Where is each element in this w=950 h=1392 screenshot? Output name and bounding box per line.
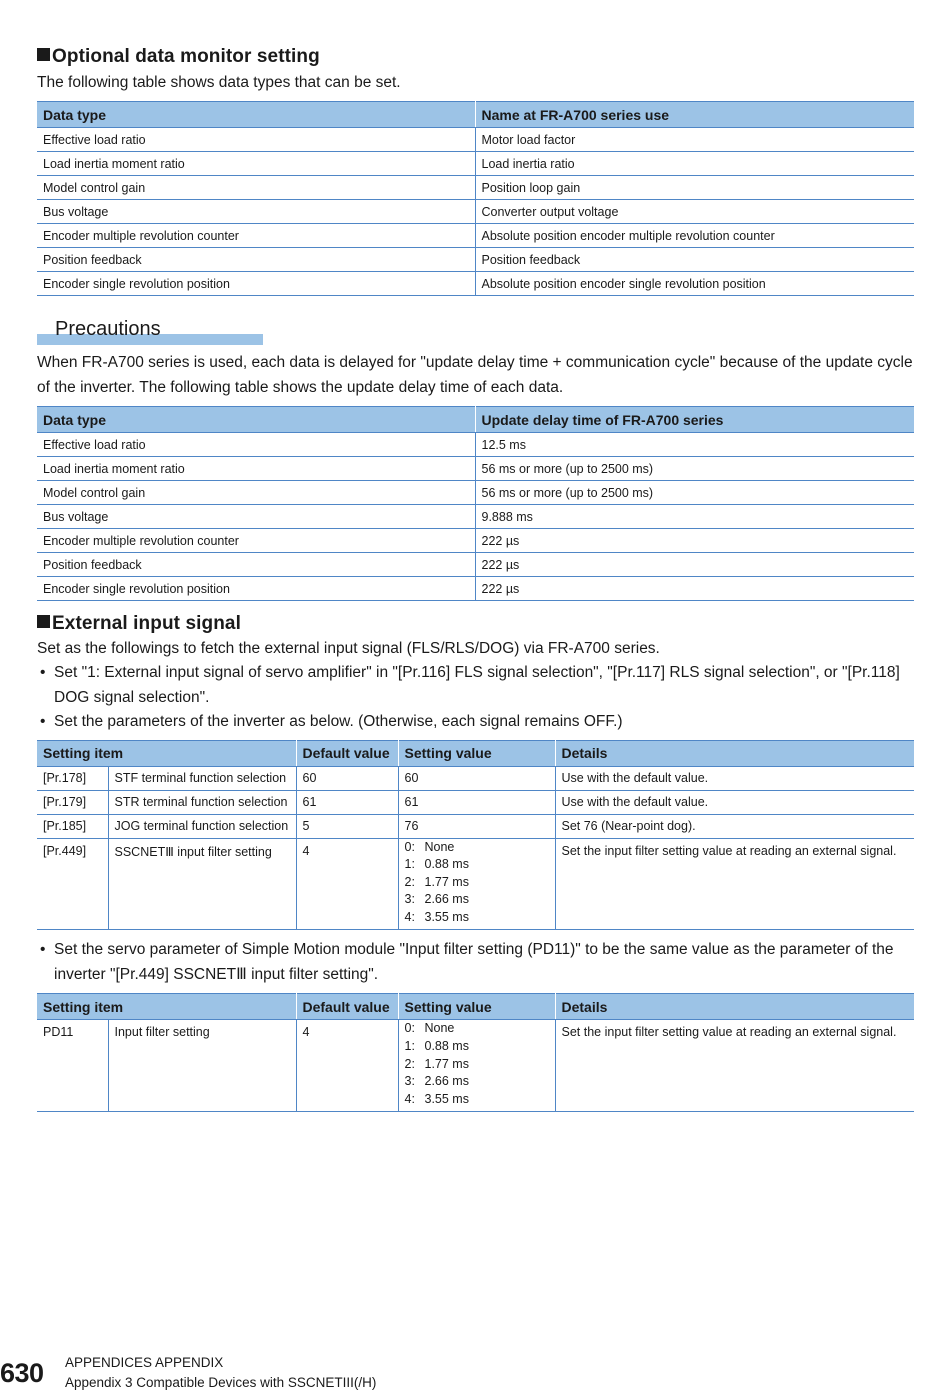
setting-option: 4: 3.55 ms — [404, 909, 469, 924]
table-row — [37, 200, 914, 224]
details-cell: Use with the default value. — [555, 790, 914, 814]
table-header-row — [37, 994, 914, 1020]
column-header: Default value — [296, 994, 398, 1020]
table-cell: Load inertia moment ratio — [37, 457, 475, 481]
name-cell: Input filter setting — [108, 1020, 296, 1112]
param-cell: [Pr.178] — [37, 766, 108, 790]
table-row — [37, 128, 914, 152]
instruction-list — [37, 661, 914, 735]
table-row — [37, 152, 914, 176]
section-intro: Set as the followings to fetch the external input signal (FLS/RLS/DOG) via FR-A700 series. — [37, 640, 660, 657]
table-row — [37, 529, 914, 553]
setting-option: 1: 0.88 ms — [404, 1039, 469, 1054]
table-header-row — [37, 740, 914, 766]
table-cell: 222 µs — [475, 577, 914, 601]
list-item: • Set "1: External input signal of servo amplifier" in "[Pr.116] FLS signal selection", "[Pr.117] RLS signal selection", or "[Pr.118] DOG signal selection". — [37, 661, 914, 710]
square-bullet-icon — [37, 615, 50, 628]
table-cell: Position loop gain — [475, 176, 914, 200]
column-header: Name at FR-A700 series use — [475, 102, 914, 128]
column-header: Details — [555, 994, 914, 1020]
table-header-row — [37, 407, 914, 433]
setting-option: 2: 1.77 ms — [404, 874, 469, 889]
setting-option: 2: 1.77 ms — [404, 1056, 469, 1071]
table-row — [37, 838, 914, 930]
setting-option: 3: 2.66 ms — [404, 1074, 469, 1089]
table-row — [37, 577, 914, 601]
table-row — [37, 790, 914, 814]
details-cell: Set the input filter setting value at reading an external signal. — [555, 1020, 914, 1112]
default-cell: 5 — [296, 814, 398, 838]
setting-option: 3: 2.66 ms — [404, 892, 469, 907]
table-cell: Encoder single revolution position — [37, 272, 475, 296]
footer-chapter: APPENDICES APPENDIX — [65, 1355, 224, 1370]
table-row — [37, 433, 914, 457]
table-cell: Effective load ratio — [37, 433, 475, 457]
table-cell: Absolute position encoder multiple revolution counter — [475, 224, 914, 248]
name-cell: SSCNETⅢ input filter setting — [108, 838, 296, 930]
table-header-row — [37, 102, 914, 128]
table-cell: Absolute position encoder single revolution position — [475, 272, 914, 296]
default-cell: 4 — [296, 838, 398, 930]
table-row — [37, 457, 914, 481]
table-cell: Bus voltage — [37, 200, 475, 224]
table-cell: Position feedback — [37, 553, 475, 577]
table-cell: Position feedback — [475, 248, 914, 272]
instruction-list — [37, 938, 914, 987]
param-cell: [Pr.179] — [37, 790, 108, 814]
table-cell: 9.888 ms — [475, 505, 914, 529]
column-header: Setting item — [37, 994, 296, 1020]
table-row — [37, 248, 914, 272]
setting-cell: 60 — [398, 766, 555, 790]
column-header: Details — [555, 740, 914, 766]
setting-cell: 61 — [398, 790, 555, 814]
table-cell: 56 ms or more (up to 2500 ms) — [475, 457, 914, 481]
list-item: • Set the servo parameter of Simple Motion module "Input filter setting (PD11)" to be the same value as the parameter of the inverter "[Pr.449] SSCNETⅢ input filter setting". — [37, 938, 914, 987]
table-cell: 56 ms or more (up to 2500 ms) — [475, 481, 914, 505]
table-cell: Encoder single revolution position — [37, 577, 475, 601]
column-header: Data type — [37, 407, 475, 433]
section-title-external-input-signal: External input signal — [37, 611, 914, 637]
table-row — [37, 814, 914, 838]
table-cell: 12.5 ms — [475, 433, 914, 457]
table-cell: 222 µs — [475, 553, 914, 577]
bullet-icon: • — [40, 941, 46, 959]
details-cell: Set 76 (Near-point dog). — [555, 814, 914, 838]
page-footer — [0, 1352, 600, 1392]
name-cell: JOG terminal function selection — [108, 814, 296, 838]
column-header: Default value — [296, 740, 398, 766]
name-cell: STF terminal function selection — [108, 766, 296, 790]
table-cell: Effective load ratio — [37, 128, 475, 152]
section-title-optional-data-monitor: Optional data monitor setting — [37, 44, 914, 70]
param-cell: [Pr.449] — [37, 838, 108, 930]
bullet-icon: • — [40, 664, 46, 681]
default-cell: 4 — [296, 1020, 398, 1112]
table-row — [37, 176, 914, 200]
page-content — [37, 44, 914, 1112]
table-cell: Converter output voltage — [475, 200, 914, 224]
precautions-title: Precautions — [55, 318, 161, 340]
param-cell: [Pr.185] — [37, 814, 108, 838]
table-cell: 222 µs — [475, 529, 914, 553]
table-row — [37, 505, 914, 529]
table-cell: Encoder multiple revolution counter — [37, 529, 475, 553]
table-cell: Load inertia moment ratio — [37, 152, 475, 176]
column-header: Setting value — [398, 994, 555, 1020]
table-row — [37, 766, 914, 790]
setting-cell: 76 — [398, 814, 555, 838]
table-cell: Position feedback — [37, 248, 475, 272]
table-row — [37, 553, 914, 577]
column-header: Setting value — [398, 740, 555, 766]
default-cell: 61 — [296, 790, 398, 814]
setting-option: 1: 0.88 ms — [404, 857, 469, 872]
column-header: Data type — [37, 102, 475, 128]
data-type-table — [37, 101, 914, 296]
column-header: Setting item — [37, 740, 296, 766]
table-row — [37, 1020, 914, 1112]
footer-section: Appendix 3 Compatible Devices with SSCNETIII(/H) — [65, 1375, 377, 1390]
precautions-text: When FR-A700 series is used, each data is delayed for "update delay time + communication cycle" because of the update cycle of the inverter. The following table shows the update delay time of each data. — [37, 354, 913, 396]
inverter-parameter-table — [37, 740, 914, 931]
precautions-heading — [37, 316, 914, 350]
table-row — [37, 272, 914, 296]
details-cell: Set the input filter setting value at reading an external signal. — [555, 838, 914, 930]
table-cell: Bus voltage — [37, 505, 475, 529]
table-row — [37, 224, 914, 248]
setting-option: 0: None — [404, 839, 455, 854]
update-delay-table — [37, 406, 914, 601]
table-cell: Model control gain — [37, 481, 475, 505]
name-cell: STR terminal function selection — [108, 790, 296, 814]
setting-option: 4: 3.55 ms — [404, 1091, 469, 1106]
setting-options-cell — [398, 1020, 555, 1112]
section-intro: The following table shows data types that can be set. — [37, 74, 401, 91]
setting-options-cell — [398, 838, 555, 930]
table-cell: Load inertia ratio — [475, 152, 914, 176]
page-number: 630 — [0, 1358, 44, 1388]
table-cell: Encoder multiple revolution counter — [37, 224, 475, 248]
bullet-icon: • — [40, 713, 46, 730]
details-cell: Use with the default value. — [555, 766, 914, 790]
list-item: • Set the parameters of the inverter as below. (Otherwise, each signal remains OFF.) — [37, 710, 914, 735]
servo-parameter-table — [37, 993, 914, 1112]
column-header: Update delay time of FR-A700 series — [475, 407, 914, 433]
table-cell: Model control gain — [37, 176, 475, 200]
setting-option: 0: None — [404, 1021, 455, 1036]
default-cell: 60 — [296, 766, 398, 790]
param-cell: PD11 — [37, 1020, 108, 1112]
table-row — [37, 481, 914, 505]
table-cell: Motor load factor — [475, 128, 914, 152]
square-bullet-icon — [37, 48, 50, 61]
